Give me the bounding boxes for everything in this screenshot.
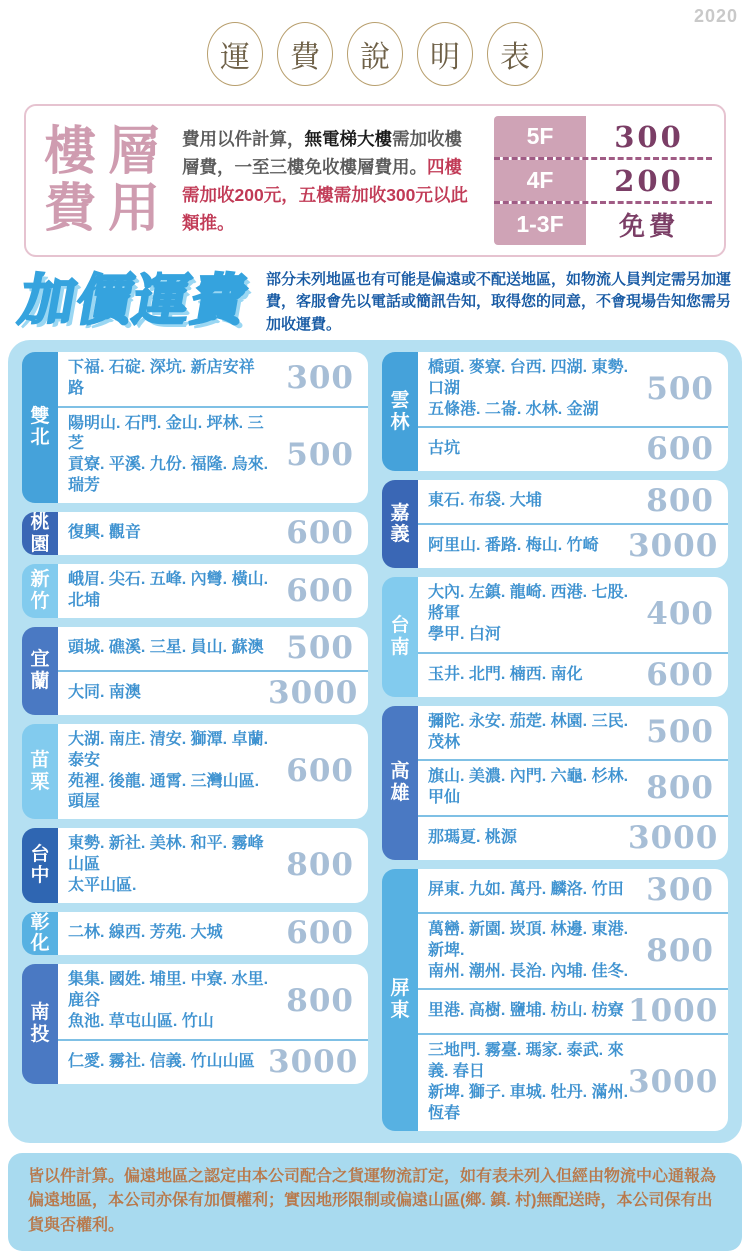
region-fee-value: 600 (286, 753, 354, 790)
surcharge-fee-board (8, 340, 742, 1143)
region-area-list (428, 491, 628, 512)
region-area-line: 新埤. 獅子. 車城. 牡丹. 滿州. 恆春 (428, 1083, 629, 1122)
region-row (418, 480, 728, 523)
surcharge-title: 加價運費 (14, 269, 254, 331)
region-fee-value: 800 (286, 846, 354, 883)
region-body (58, 828, 368, 902)
region-area-list (68, 523, 268, 544)
region-fee-value: 3000 (628, 1064, 719, 1101)
region-area-list (68, 970, 268, 1032)
region-area-line: 大內. 左鎮. 龍崎. 西港. 七股. 將軍 (428, 584, 629, 623)
region-area-list (68, 923, 268, 944)
region-tab (22, 964, 58, 1083)
region-fee-value: 600 (286, 914, 354, 951)
region-body (58, 724, 368, 819)
region-area-list (428, 712, 628, 754)
region-row (58, 352, 368, 406)
region-fee-value: 600 (646, 656, 714, 693)
region-body (58, 964, 368, 1083)
region-box (382, 352, 728, 471)
region-row (58, 964, 368, 1038)
region-box (382, 869, 728, 1131)
region-fee-value: 500 (646, 370, 714, 407)
region-box (382, 577, 728, 696)
region-tab-char: 雙 (30, 405, 50, 427)
region-area-list (68, 683, 268, 704)
floor-heading-char: 層 (107, 121, 160, 183)
region-row (58, 670, 368, 715)
title-char-circle: 表 (487, 22, 543, 86)
region-tab (22, 564, 58, 618)
region-fee-value: 500 (286, 630, 354, 667)
region-tab (22, 724, 58, 819)
region-row (418, 426, 728, 471)
region-tab-char: 高 (390, 761, 410, 783)
region-fee-value: 3000 (628, 528, 719, 565)
region-area-line: 峨眉. 尖石. 五峰. 內彎. 橫山. 北埔 (68, 571, 269, 610)
region-area-line: 頭城. 礁溪. 三星. 員山. 蘇澳 (68, 639, 264, 657)
region-tab-char: 蘭 (30, 671, 50, 693)
region-row (58, 564, 368, 618)
region-tab-char: 化 (30, 933, 50, 955)
region-row (58, 406, 368, 503)
floor-table-row (494, 157, 712, 201)
floor-heading-char: 用 (107, 177, 160, 239)
region-row (418, 815, 728, 860)
year-label: 2020 (693, 6, 738, 26)
region-row (418, 1033, 728, 1130)
region-area-line: 下福. 石碇. 深坑. 新店安祥路 (68, 359, 255, 397)
floor-fee-table (494, 116, 712, 245)
region-fee-value: 800 (286, 983, 354, 1020)
region-tab-char: 南 (390, 637, 410, 659)
region-area-line: 二林. 線西. 芳苑. 大城 (68, 924, 223, 942)
fee-column-left (22, 352, 368, 1131)
region-area-list (68, 1052, 268, 1073)
region-tab-char: 台 (390, 615, 410, 637)
region-row (418, 706, 728, 760)
region-row (58, 828, 368, 902)
region-area-line: 大同. 南澳 (68, 684, 141, 702)
title-char-circle: 明 (417, 22, 473, 86)
region-area-list (68, 358, 268, 400)
region-area-list (428, 536, 628, 557)
region-fee-value: 800 (646, 932, 714, 969)
floor-desc-segment: 無電梯大樓 (304, 128, 392, 149)
region-tab (382, 480, 418, 568)
region-box (22, 352, 368, 503)
floor-label: 4F (494, 160, 586, 201)
region-tab-char: 竹 (30, 591, 50, 613)
region-fee-value: 600 (286, 515, 354, 552)
floor-fee-description (176, 125, 484, 237)
region-tab (382, 352, 418, 471)
region-box (22, 724, 368, 819)
region-area-list (68, 834, 268, 896)
floor-fee-heading (38, 121, 166, 239)
region-fee-value: 500 (646, 714, 714, 751)
floor-table-row (494, 116, 712, 157)
region-row (418, 577, 728, 651)
region-area-line: 阿里山. 番路. 梅山. 竹崎 (428, 537, 599, 555)
region-tab (22, 828, 58, 902)
floor-fee-value: 200 (614, 163, 684, 198)
region-tab (22, 512, 58, 556)
region-area-line: 東勢. 新社. 美林. 和平. 霧峰山區 (68, 835, 264, 874)
region-area-line: 古坑 (428, 440, 461, 458)
region-area-list (68, 730, 268, 813)
floor-label: 5F (494, 116, 586, 157)
region-row (418, 352, 728, 426)
footer-disclaimer: 皆以件計算。偏遠地區之認定由本公司配合之貨運物流訂定，如有表未列入但經由物流中心通報為偏遠地區，本公司亦保有加價權利；實因地形限制或偏遠山區(鄉. 鎮. 村)無配送時，本公司保有出貨與否權利。 (8, 1153, 742, 1251)
region-row (418, 988, 728, 1033)
floor-heading-char: 費 (43, 177, 96, 239)
region-area-line: 大湖. 南庄. 清安. 獅潭. 卓蘭. 泰安 (68, 731, 269, 769)
region-tab-char: 桃 (30, 511, 50, 533)
region-area-line: 復興. 觀音 (68, 524, 141, 542)
page-title (0, 0, 750, 100)
region-tab-char: 投 (30, 1024, 50, 1046)
region-tab (22, 352, 58, 503)
region-box (382, 706, 728, 860)
region-area-line: 萬巒. 新園. 崁頂. 林邊. 東港. 新埤. (428, 920, 629, 959)
region-row (418, 523, 728, 568)
fee-column-right (382, 352, 728, 1131)
region-tab-char: 彰 (30, 911, 50, 933)
region-area-line: 橋頭. 麥寮. 台西. 四湖. 東勢. 口湖 (428, 359, 629, 397)
region-tab (382, 869, 418, 1131)
region-fee-value: 500 (286, 436, 354, 473)
region-tab-char: 雄 (390, 782, 410, 804)
region-area-list (428, 665, 628, 686)
region-tab-char: 嘉 (390, 502, 410, 524)
region-area-list (68, 638, 268, 659)
region-area-line: 仁愛. 霧社. 信義. 竹山山區 (68, 1052, 255, 1070)
region-area-line: 太平山區. (68, 876, 137, 894)
surcharge-header (14, 267, 740, 338)
region-area-line: 東石. 布袋. 大埔 (428, 492, 542, 510)
region-tab-char: 中 (30, 865, 50, 887)
region-area-line: 學甲. 白河 (428, 625, 501, 643)
region-body (418, 869, 728, 1131)
region-area-line: 魚池. 草屯山區. 竹山 (68, 1012, 214, 1030)
region-tab-char: 栗 (30, 771, 50, 793)
region-row (58, 1039, 368, 1084)
region-area-line: 玉井. 北門. 楠西. 南化 (428, 665, 583, 683)
region-area-line: 陽明山. 石門. 金山. 坪林. 三芝 (68, 414, 264, 453)
region-tab (22, 627, 58, 715)
region-area-line: 五條港. 二崙. 水林. 金湖 (428, 400, 599, 418)
region-tab-char: 雲 (390, 389, 410, 411)
region-area-list (428, 828, 628, 849)
region-area-list (68, 414, 268, 497)
title-char-circle: 費 (277, 22, 333, 86)
region-tab-char: 苗 (30, 749, 50, 771)
region-tab-char: 南 (30, 1002, 50, 1024)
region-tab (382, 577, 418, 696)
region-area-line: 旗山. 美濃. 內門. 六龜. 杉林. 甲仙 (428, 768, 629, 807)
floor-desc-segment: 四樓需加收200元，五樓需加收300元以此類推。 (182, 156, 468, 233)
region-body (418, 706, 728, 860)
region-fee-value: 300 (286, 360, 354, 397)
region-row (418, 759, 728, 815)
region-box (22, 828, 368, 902)
region-tab-char: 新 (30, 569, 50, 591)
region-fee-value: 800 (646, 483, 714, 520)
region-area-line: 彌陀. 永安. 茄萣. 林園. 三民. 茂林 (428, 712, 629, 751)
region-box (382, 480, 728, 568)
region-area-line: 里港. 高樹. 鹽埔. 枋山. 枋寮 (428, 1002, 624, 1020)
region-area-line: 苑裡. 後龍. 通霄. 三灣山區. 頭屋 (68, 772, 260, 811)
region-fee-value: 600 (286, 572, 354, 609)
region-box (22, 627, 368, 715)
region-area-line: 貢寮. 平溪. 九份. 福隆. 烏來. 瑞芳 (68, 456, 269, 494)
region-area-list (428, 767, 628, 809)
floor-fee-value: 300 (614, 119, 684, 154)
floor-heading-char: 樓 (43, 121, 96, 183)
floor-desc-segment: 費用以件計算， (182, 128, 305, 149)
title-char-circle: 說 (347, 22, 403, 86)
region-row (418, 912, 728, 988)
region-area-list (428, 1001, 628, 1022)
floor-fee-value: 免費 (618, 212, 679, 242)
region-body (58, 352, 368, 503)
region-row (58, 912, 368, 956)
region-tab-char: 園 (30, 533, 50, 555)
region-body (58, 627, 368, 715)
region-tab-char: 台 (30, 843, 50, 865)
region-area-list (428, 583, 628, 645)
region-box (22, 964, 368, 1083)
region-area-list (428, 920, 628, 982)
region-body (58, 564, 368, 618)
region-box (22, 564, 368, 618)
region-tab-char: 宜 (30, 649, 50, 671)
floor-desc-segment: 需加收樓層費，一至三樓免收樓層費用。 (182, 128, 462, 177)
region-tab-char: 東 (390, 999, 410, 1021)
region-body (418, 480, 728, 568)
region-body (418, 577, 728, 696)
region-fee-value: 800 (646, 769, 714, 806)
region-row (418, 652, 728, 697)
region-area-list (428, 439, 628, 460)
region-fee-value: 300 (646, 871, 714, 908)
region-tab-char: 林 (390, 411, 410, 433)
floor-table-row (494, 201, 712, 245)
region-fee-value: 3000 (268, 1043, 359, 1080)
region-tab-char: 義 (390, 524, 410, 546)
floor-fee-section (24, 104, 726, 257)
region-row (58, 724, 368, 819)
region-box (22, 512, 368, 556)
surcharge-description: 部分未列地區也有可能是偏遠或不配送地區，如物流人員判定需另加運費，客服會先以電話或簡訊告知，取得您的同意，不會現場告知您需另加收運費。 (266, 270, 732, 333)
region-fee-value: 3000 (268, 675, 359, 712)
region-tab-char: 北 (30, 427, 50, 449)
region-area-list (68, 570, 268, 612)
region-tab (22, 912, 58, 956)
region-body (418, 352, 728, 471)
region-row (58, 512, 368, 556)
region-area-line: 三地門. 霧臺. 瑪家. 泰武. 來義. 春日 (428, 1042, 624, 1081)
region-row (58, 627, 368, 670)
region-area-list (428, 880, 628, 901)
region-area-list (428, 1041, 628, 1124)
region-area-line: 那瑪夏. 桃源 (428, 829, 517, 847)
region-area-line: 南州. 潮州. 長治. 內埔. 佳冬. (428, 962, 629, 980)
region-body (58, 912, 368, 956)
region-fee-value: 400 (646, 596, 714, 633)
region-tab (382, 706, 418, 860)
region-fee-value: 1000 (628, 993, 719, 1030)
region-fee-value: 3000 (628, 819, 719, 856)
region-area-line: 集集. 國姓. 埔里. 中寮. 水里. 鹿谷 (68, 971, 269, 1010)
region-area-line: 屏東. 九如. 萬丹. 麟洛. 竹田 (428, 881, 624, 899)
title-char-circle: 運 (207, 22, 263, 86)
region-fee-value: 600 (646, 431, 714, 468)
floor-label: 1-3F (494, 204, 586, 245)
region-tab-char: 屏 (390, 977, 410, 999)
region-box (22, 912, 368, 956)
region-body (58, 512, 368, 556)
region-area-list (428, 358, 628, 420)
